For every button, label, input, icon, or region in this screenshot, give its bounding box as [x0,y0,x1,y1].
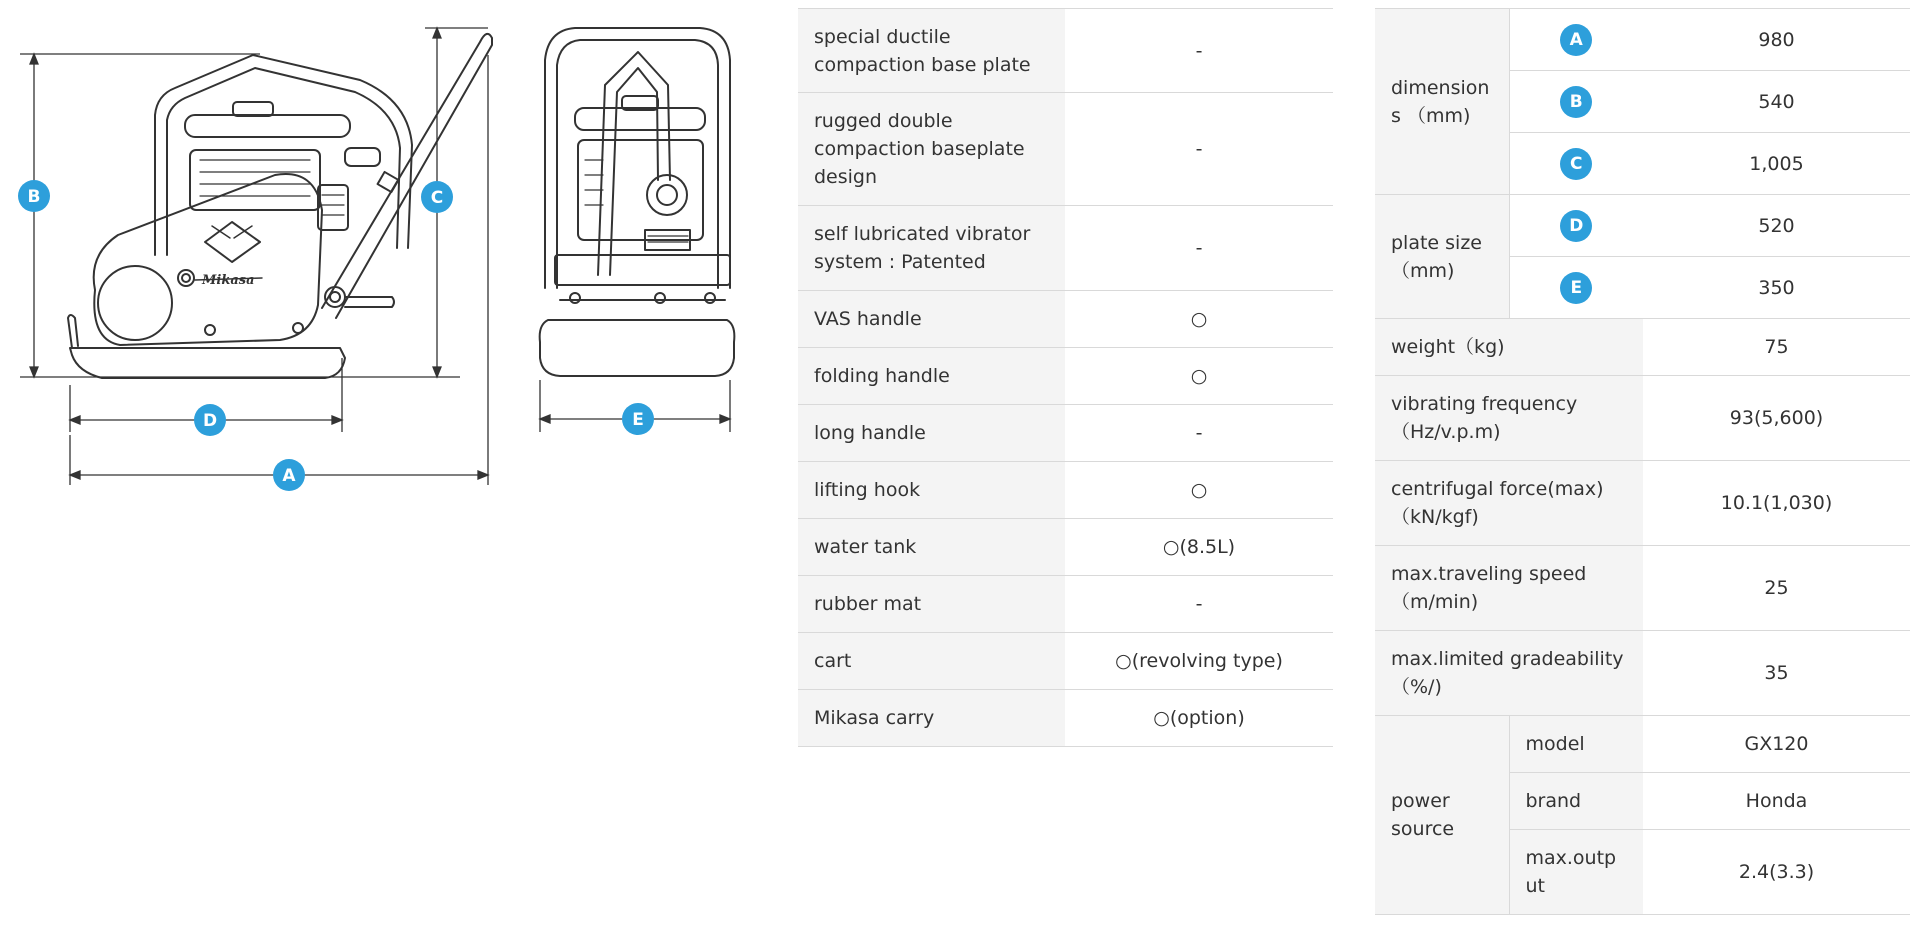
feature-value: - [1065,93,1333,206]
feature-label: self lubricated vibrator system : Patented [798,206,1065,291]
table-row [798,9,1333,93]
dimension-badge-c: C [1560,148,1592,180]
weight-label: weight（kg) [1375,319,1643,376]
feature-label: lifting hook [798,462,1065,519]
feature-label: Mikasa carry [798,690,1065,747]
power-model-value: GX120 [1643,716,1910,773]
dimension-badge-d [194,404,226,436]
feature-label: cart [798,633,1065,690]
table-row [1375,319,1910,376]
table-row [798,93,1333,206]
dimension-badge-a [273,459,305,491]
power-brand-label: brand [1509,773,1643,830]
table-row [1375,546,1910,631]
power-brand-value: Honda [1643,773,1910,830]
specifications-table [1375,8,1910,915]
table-row [1375,716,1910,773]
gradeability-label: max.limited gradeability （%/) [1375,631,1643,716]
dimension-b-value: 540 [1643,71,1910,133]
dimension-badge-c [421,181,453,213]
table-row [798,462,1333,519]
table-row [798,348,1333,405]
feature-value: ○(8.5L) [1065,519,1333,576]
dimension-c-value: 1,005 [1643,133,1910,195]
feature-value: - [1065,206,1333,291]
feature-value: - [1065,576,1333,633]
table-row [798,519,1333,576]
feature-label: folding handle [798,348,1065,405]
svg-text:C: C [430,188,444,208]
table-row [798,405,1333,462]
front-view-machine-icon [540,28,735,376]
svg-text:A: A [282,466,296,486]
table-row [1375,9,1910,71]
dimension-badge-b [18,180,50,212]
plate-e-value: 350 [1643,257,1910,319]
power-output-label: max.outp ut [1509,830,1643,915]
features-table [798,8,1333,747]
feature-label: water tank [798,519,1065,576]
table-row [798,633,1333,690]
table-row [798,291,1333,348]
gradeability-value: 35 [1643,631,1910,716]
dimension-badge-e [622,403,654,435]
feature-value: - [1065,405,1333,462]
plate-d-value: 520 [1643,195,1910,257]
feature-label: rugged double compaction baseplate design [798,93,1065,206]
feature-value: ○(revolving type) [1065,633,1333,690]
dimension-badge-a: A [1560,24,1592,56]
power-model-label: model [1509,716,1643,773]
dimension-badge-e: E [1560,272,1592,304]
table-row [798,690,1333,747]
feature-label: long handle [798,405,1065,462]
table-row [1375,195,1910,257]
dimension-badge-b: B [1560,86,1592,118]
power-output-value: 2.4(3.3) [1643,830,1910,915]
weight-value: 75 [1643,319,1910,376]
svg-text:B: B [27,187,41,207]
feature-value: ○ [1065,348,1333,405]
svg-text:D: D [202,411,218,431]
speed-label: max.traveling speed （m/min) [1375,546,1643,631]
feature-value: ○ [1065,291,1333,348]
power-source-label: power source [1375,716,1509,915]
table-row [1375,376,1910,461]
table-row [1375,631,1910,716]
feature-value: ○ [1065,462,1333,519]
feature-value: ○(option) [1065,690,1333,747]
frequency-label: vibrating frequency （Hz/v.p.m) [1375,376,1643,461]
feature-label: rubber mat [798,576,1065,633]
force-label: centrifugal force(max) （kN/kgf) [1375,461,1643,546]
force-value: 10.1(1,030) [1643,461,1910,546]
brand-mark: Mikasa [202,273,255,288]
machine-dimension-drawings [0,0,760,520]
frequency-value: 93(5,600) [1643,376,1910,461]
dimensions-label: dimension s （mm) [1375,9,1509,195]
plate-size-label: plate size （mm) [1375,195,1509,319]
table-row [1375,461,1910,546]
feature-value: - [1065,9,1333,93]
dimension-badge-d: D [1560,210,1592,242]
table-row [798,206,1333,291]
dimension-a-value: 980 [1643,9,1910,71]
table-row [798,576,1333,633]
speed-value: 25 [1643,546,1910,631]
svg-text:E: E [632,410,644,430]
feature-label: special ductile compaction base plate [798,9,1065,93]
feature-label: VAS handle [798,291,1065,348]
